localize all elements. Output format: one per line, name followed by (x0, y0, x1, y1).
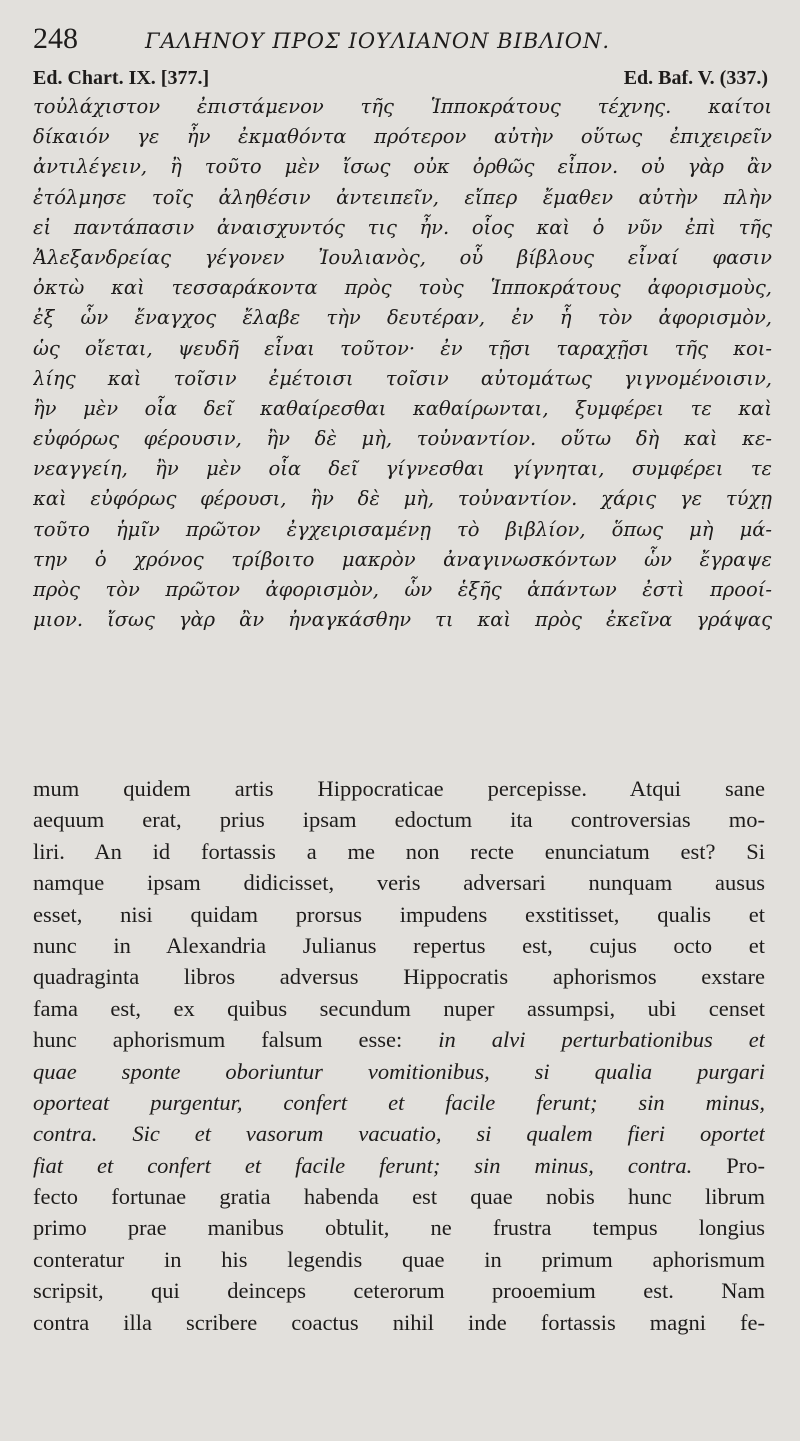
latin-text-line (33, 804, 765, 835)
latin-italic-quote: quae sponte oboriuntur vomitionibus, si qualia purgari (33, 1058, 765, 1084)
latin-text-line (33, 1056, 765, 1087)
greek-text-line: την ὁ χρόνος τρίβοιτο μακρὸν ἀναγινωσκόντων ὧν ἔγραψε (33, 547, 772, 571)
page-number: 248 (33, 22, 78, 55)
latin-roman-text: hunc aphorismum falsum esse: (33, 1027, 439, 1053)
latin-text-line (33, 1275, 765, 1306)
greek-text-line: ἢν μὲν οἷα δεῖ καθαίρεσθαι καθαίρωνται, ξυμφέρει τε καὶ (33, 396, 772, 420)
edition-reference-line (33, 66, 772, 90)
latin-text-line (33, 1024, 765, 1055)
greek-text-line: ἐτόλμησε τοῖς ἀληθέσιν ἀντειπεῖν, εἴπερ ἔμαθεν αὐτὴν πλὴν (33, 185, 772, 209)
greek-text-line: Ἀλεξανδρείας γέγονεν Ἰουλιανὸς, οὗ βίβλους εἶναί φασιν (33, 245, 772, 269)
latin-italic-quote: oporteat purgentur, confert et facile ferunt; sin minus, (33, 1089, 765, 1115)
greek-text-line: ἀντιλέγειν, ἢ τοῦτο μὲν ἴσως οὐκ ὀρθῶς εἶπον. οὐ γὰρ ἂν (33, 155, 772, 179)
greek-text-line: καὶ εὐφόρως φέρουσι, ἢν δὲ μὴ, τοὐναντίον. χάρις γε τύχῃ (33, 487, 772, 511)
latin-text-line (33, 1181, 765, 1212)
greek-text-line: τοῦτο ἡμῖν πρῶτον ἐγχειρισαμένῃ τὸ βιβλίον, ὅπως μὴ μά- (33, 517, 772, 541)
latin-italic-quote: contra. Sic et vasorum vacuatio, si qualem fieri oportet (33, 1121, 765, 1147)
greek-text-line: δίκαιόν γε ἦν ἐκμαθόντα πρότερον αὐτὴν οὕτως ἐπιχειρεῖν (33, 125, 772, 149)
greek-text-line: λίης καὶ τοῖσιν ἐμέτοισι τοῖσιν αὐτομάτως γιγνομένοισιν, (33, 366, 772, 390)
latin-roman-text: liri. An id fortassis a me non recte enunciatum est? Si (33, 838, 765, 864)
latin-roman-text: scripsit, qui deinceps ceterorum prooemium est. Nam (33, 1278, 765, 1304)
edition-reference-left: Ed. Chart. IX. [377.] (33, 67, 210, 89)
latin-roman-text: fama est, ex quibus secundum nuper assumpsi, ubi censet (33, 995, 765, 1021)
latin-text-line (33, 930, 765, 961)
latin-roman-text: Pro- (692, 1152, 765, 1178)
latin-italic-quote: in alvi perturbationibus et (438, 1027, 765, 1053)
latin-roman-text: namque ipsam didicisset, veris adversari nunquam ausus (33, 870, 765, 896)
latin-roman-text: conteratur in his legendis quae in primum aphorismum (33, 1246, 765, 1272)
greek-text-line: εὐφόρως φέρουσιν, ἢν δὲ μὴ, τοὐναντίον. οὕτω δὴ καὶ κε- (33, 427, 772, 451)
latin-roman-text: nunc in Alexandria Julianus repertus est, cujus octo et (33, 932, 765, 958)
running-head (33, 22, 772, 66)
greek-text-line: πρὸς τὸν πρῶτον ἀφορισμὸν, ὧν ἑξῆς ἁπάντων ἐστὶ προοί- (33, 578, 772, 601)
latin-roman-text: fecto fortunae gratia habenda est quae nobis hunc librum (33, 1184, 765, 1210)
greek-text-line: ὡς οἴεται, ψευδῆ εἶναι τοῦτον· ἐν τῇσι ταραχῇσι τῆς κοι- (33, 336, 772, 360)
latin-roman-text: aequum erat, prius ipsam edoctum ita controversias mo- (33, 807, 765, 833)
greek-text-line: νεαγγείη, ἢν μὲν οἷα δεῖ γίγνεσθαι γίγνηται, συμφέρει τε (33, 457, 772, 481)
latin-text-line (33, 836, 765, 867)
latin-roman-text: primo prae manibus obtulit, ne frustra tempus longius (33, 1215, 765, 1241)
latin-roman-text: esset, nisi quidam prorsus impudens exstitisset, qualis et (33, 901, 765, 927)
latin-text-line (33, 899, 765, 930)
latin-text-line (33, 1307, 765, 1338)
latin-roman-text: mum quidem artis Hippocraticae percepisse. Atqui sane (33, 776, 765, 801)
latin-text-line (33, 961, 765, 992)
greek-text-line: μιον. ἴσως γὰρ ἂν ἠναγκάσθην τι καὶ πρὸς ἐκεῖνα γράψας (33, 608, 772, 632)
greek-text-line: ἐξ ὧν ἔναγχος ἔλαβε τὴν δευτέραν, ἐν ἧ τὸν ἀφορισμὸν, (33, 306, 772, 330)
latin-translation-block (33, 773, 765, 1338)
latin-text-line (33, 867, 765, 898)
latin-text-line (33, 1150, 765, 1181)
greek-text-line: τοὐλάχιστον ἐπιστάμενον τῆς Ἱπποκράτους τέχνης. καίτοι (33, 95, 772, 118)
latin-roman-text: contra illa scribere coactus nihil inde fortassis magni fe- (33, 1309, 765, 1335)
latin-text-line (33, 1087, 765, 1118)
latin-text-line (33, 993, 765, 1024)
latin-text-line (33, 1212, 765, 1243)
greek-text-line: ὀκτὼ καὶ τεσσαράκοντα πρὸς τοὺς Ἱπποκράτους ἀφορισμοὺς, (33, 276, 772, 300)
latin-text-line (33, 1244, 765, 1275)
latin-italic-quote: fiat et confert et facile ferunt; sin minus, contra. (33, 1152, 693, 1178)
latin-roman-text: quadraginta libros adversus Hippocratis aphorismos exstare (33, 964, 765, 990)
greek-text-block (33, 92, 772, 635)
greek-text-line: εἰ παντάπασιν ἀναισχυντός τις ἦν. οἷος καὶ ὁ νῦν ἐπὶ τῆς (33, 215, 772, 239)
page-title: ΓΑΛΗΝΟΥ ΠΡΟΣ ΙΟΥΛΙΑΝΟΝ ΒΙΒΛΙΟΝ. (145, 29, 611, 53)
edition-reference-right: Ed. Baf. V. (337.) (623, 67, 768, 89)
latin-text-line (33, 1118, 765, 1149)
latin-text-line (33, 773, 765, 804)
